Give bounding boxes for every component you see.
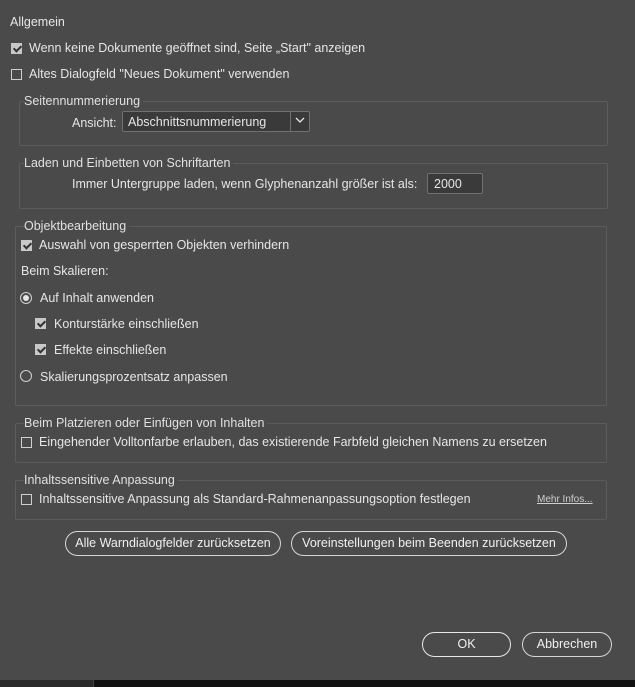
view-select-value: Abschnittsnummerierung bbox=[128, 115, 267, 129]
panel-title: Allgemein bbox=[10, 15, 65, 29]
apply-content-radio[interactable] bbox=[20, 292, 32, 304]
content-aware-title: Inhaltssensitive Anpassung bbox=[24, 472, 178, 488]
subset-label: Immer Untergruppe laden, wenn Glyphenanzahl größer ist als: bbox=[72, 177, 418, 191]
include-stroke-checkbox[interactable] bbox=[35, 318, 46, 329]
object-editing-title: Objektbearbeitung bbox=[24, 218, 129, 234]
chevron-down-icon bbox=[295, 115, 305, 125]
show-start-checkbox[interactable] bbox=[11, 43, 22, 54]
reset-prefs-button[interactable]: Voreinstellungen beim Beenden zurücksetzen bbox=[291, 531, 567, 556]
content-aware-label[interactable]: Inhaltssensitive Anpassung als Standard-Rahmenanpassungsoption festlegen bbox=[39, 492, 471, 506]
page-numbering-title: Seitennummerierung bbox=[24, 93, 143, 109]
show-start-label[interactable]: Wenn keine Dokumente geöffnet sind, Seite „Start" anzeigen bbox=[29, 41, 366, 55]
include-stroke-label[interactable]: Konturstärke einschließen bbox=[54, 317, 199, 331]
apply-content-label[interactable]: Auf Inhalt anwenden bbox=[40, 291, 154, 305]
adjust-percent-label[interactable]: Skalierungsprozentsatz anpassen bbox=[40, 370, 228, 384]
cancel-button[interactable]: Abbrechen bbox=[522, 632, 612, 657]
adjust-percent-radio[interactable] bbox=[20, 370, 32, 382]
window-bottom-edge bbox=[0, 680, 635, 687]
subset-input[interactable] bbox=[428, 174, 482, 193]
include-effects-checkbox[interactable] bbox=[35, 344, 46, 355]
reset-warnings-button[interactable]: Alle Warndialogfelder zurücksetzen bbox=[65, 531, 281, 556]
fonts-title: Laden und Einbetten von Schriftarten bbox=[24, 155, 233, 171]
scaling-label: Beim Skalieren: bbox=[21, 264, 109, 278]
old-dialog-label[interactable]: Altes Dialogfeld "Neues Dokument" verwenden bbox=[29, 67, 290, 81]
view-select[interactable] bbox=[122, 111, 310, 132]
ok-button[interactable]: OK bbox=[422, 632, 511, 657]
placing-title: Beim Platzieren oder Einfügen von Inhalten bbox=[24, 415, 267, 431]
include-effects-label[interactable]: Effekte einschließen bbox=[54, 343, 167, 357]
prevent-locked-checkbox[interactable] bbox=[21, 240, 32, 251]
more-info-link[interactable]: Mehr Infos... bbox=[537, 494, 593, 505]
allow-spot-checkbox[interactable] bbox=[21, 437, 32, 448]
view-label: Ansicht: bbox=[72, 116, 117, 130]
subset-field[interactable] bbox=[427, 173, 483, 194]
prevent-locked-label[interactable]: Auswahl von gesperrten Objekten verhindern bbox=[39, 238, 290, 252]
old-dialog-checkbox[interactable] bbox=[11, 69, 22, 80]
allow-spot-label[interactable]: Eingehender Volltonfarbe erlauben, das existierende Farbfeld gleichen Namens zu ersetzen bbox=[39, 435, 547, 449]
content-aware-checkbox[interactable] bbox=[21, 494, 32, 505]
